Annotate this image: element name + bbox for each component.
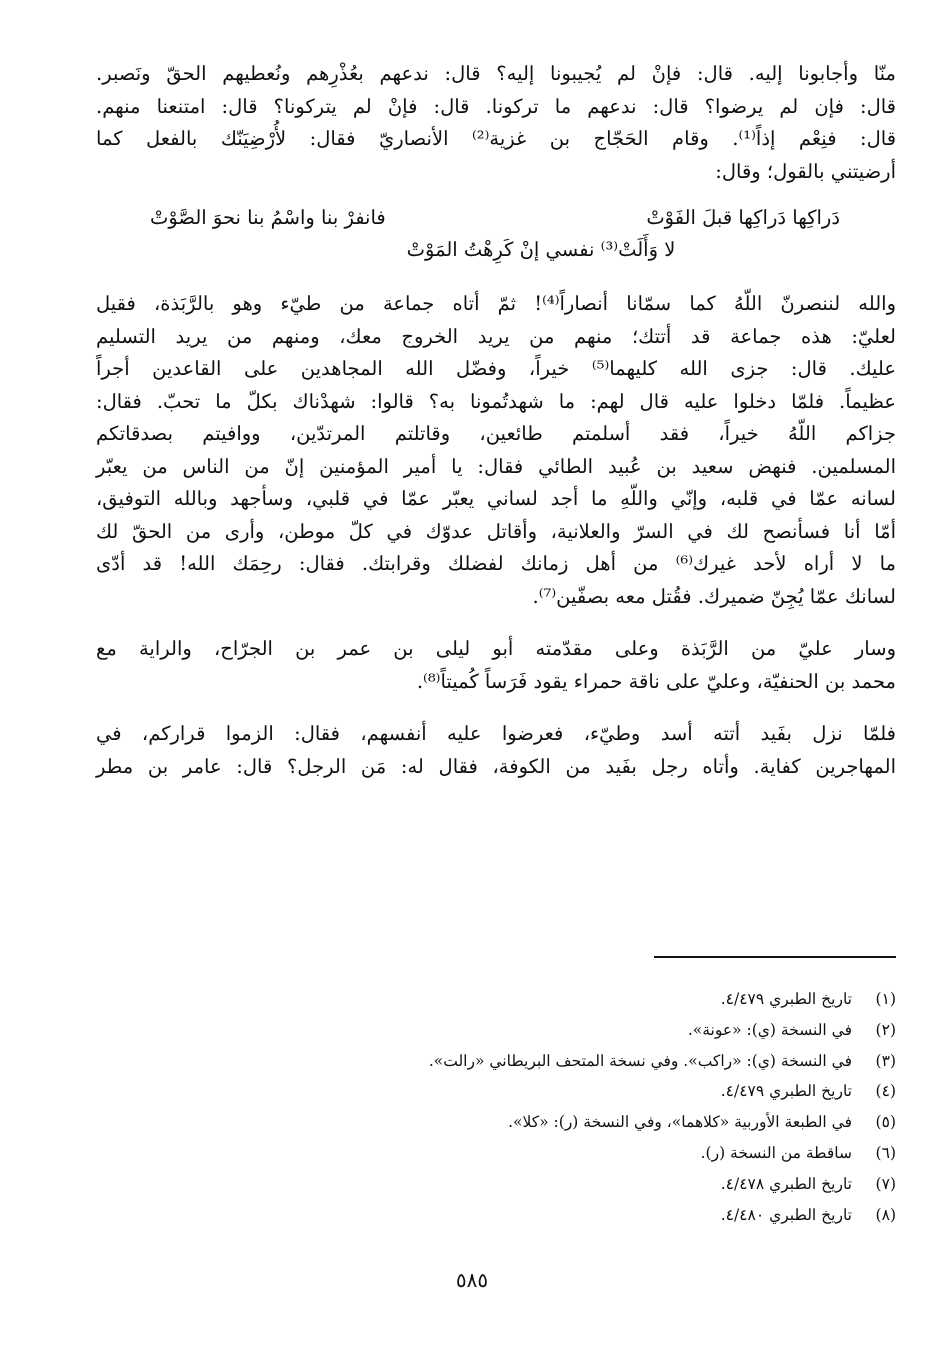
page-number: ٥٨٥ <box>455 1268 489 1292</box>
verse-hemistich-right: دَراكِها دَراكِها قبلَ الفَوْتْ <box>646 206 840 229</box>
paragraph-gap <box>96 613 896 633</box>
text-line: عليك. قال: جزى الله كليهما⁽⁵⁾ خيراً، وفضّل الله المجاهدين على القاعدين أجراً <box>96 357 896 380</box>
footnote-text: في الطبعة الأوربية «كلاهما»، وفي النسخة (ر): «كلا». <box>508 1113 852 1132</box>
footnote-text: تاريخ الطبري ٤/٤٧٨. <box>720 1174 852 1193</box>
footnote-number: (١) <box>875 990 896 1008</box>
main-text <box>96 58 896 783</box>
footnotes <box>300 984 896 1230</box>
text-line: وسار عليّ من الرَّبَذة وعلى مقدّمته أبو ليلى بن عمر بن الجرّاح، والراية مع <box>96 637 896 660</box>
footnote <box>300 1200 896 1231</box>
footnote-number: (٣) <box>875 1051 896 1070</box>
footnote <box>300 1169 896 1200</box>
text-line: أرضيتني بالقول؛ وقال: <box>715 159 896 183</box>
footnote-separator <box>654 956 896 958</box>
text-line: عظيماً. فلمّا دخلوا عليه قال لهم: ما شهدتُمونا به؟ قالوا: شهدْناك بكلّ ما تحبّ. فقال: <box>96 389 896 413</box>
text-line: المهاجرين كفاية. وأتاه رجل بفَيد من الكوفة، فقال له: مَن الرجل؟ قال: عامر بن مطر <box>96 754 896 778</box>
footnote-text: ساقطة من النسخة (ر). <box>700 1143 852 1162</box>
text-line: قال: فنِعْم إذاً⁽¹⁾. وقام الحَجّاج بن غزية⁽²⁾ الأنصاريّ فقال: لأُرْضِيَنّك بالفعل كما <box>96 127 897 150</box>
footnote-number: (٤) <box>875 1082 896 1101</box>
text-line: والله لننصرنّ اللّهُ كما سمّانا أنصاراً⁽⁴⁾! ثمّ أتاه جماعة من طيّء وهو بالرَّبَذة، فقيل <box>96 292 896 315</box>
footnote <box>300 1076 896 1107</box>
text-line: لسانك عمّا يُجِنّ ضميرك. فقُتل معه بصفّين⁽⁷⁾. <box>532 584 896 608</box>
footnote-text: تاريخ الطبري ٤/٤٧٩. <box>720 1082 852 1101</box>
footnote <box>300 1107 896 1138</box>
text-line: ما لا أراه لأحد غيرك⁽⁶⁾ من أهل زمانك لفضلك وقرابتك. فقال: رحِمَك الله! قد أدّى <box>96 552 897 575</box>
paragraph <box>96 718 896 783</box>
text-line: قال: فإن لم يرضوا؟ قال: ندعهم ما تركونا. قال: فإنْ لم يتركونا؟ قال: امتنعنا منهم. <box>96 94 896 118</box>
footnote <box>300 984 896 1015</box>
paragraph-gap <box>96 698 896 718</box>
footnote <box>300 1138 896 1169</box>
verse-line-1 <box>96 202 896 234</box>
verse-hemistich-left: فانفرْ بنا واسْمُ بنا نحوَ الصَّوْتْ <box>150 206 386 229</box>
footnote-text: في النسخة (ي): «راكب». وفي نسخة المتحف البريطاني «رالت». <box>428 1051 852 1070</box>
verse-line-2: لا وَأَلَتْ⁽³⁾ نفسي إنْ كَرِهْتُ المَوْتْ <box>406 238 676 261</box>
text-line: منّا وأجابونا إليه. قال: فإنْ لم يُجيبونا إليه؟ قال: ندعهم بعُذْرِهم ونُعطيهم الحقّ ونَصبر. <box>96 62 896 85</box>
text-line: المسلمين. فنهض سعيد بن عُبيد الطائي فقال: يا أمير المؤمنين إنّ من الناس من يعبّر <box>96 454 896 478</box>
text-line: لسانه عمّا في قلبه، وإنّي واللّهِ ما أجد لساني يعبّر عمّا في قلبي، وسأجهد وبالله التوفيق، <box>96 487 896 510</box>
paragraph <box>96 633 896 698</box>
footnote-text: في النسخة (ي): «عونة». <box>687 1020 852 1039</box>
footnote-number: (٧) <box>875 1174 896 1193</box>
footnote-number: (٦) <box>875 1143 896 1162</box>
text-line: أمّا أنا فسأنصح لك في السرّ والعلانية، وأقاتل عدوّك في كلّ موطن، وأرى من الحقّ لك <box>96 519 896 543</box>
footnote-number: (٨) <box>875 1205 896 1224</box>
paragraph <box>96 288 896 613</box>
footnote-text: تاريخ الطبري ٤/٤٧٩. <box>720 990 852 1008</box>
text-line: فلمّا نزل بفَيد أتته أسد وطيّء، فعرضوا عليه أنفسهم، فقال: الزموا قراركم، في <box>96 722 896 745</box>
footnote <box>300 1046 896 1077</box>
footnote-number: (٢) <box>875 1020 896 1039</box>
text-line: جزاكم اللّهُ خيراً، فقد أسلمتم طائعين، وقاتلتم المرتدّين، ووافيتم بصدقاتكم <box>96 422 896 445</box>
footnote-text: تاريخ الطبري ٤/٤٨٠. <box>720 1205 852 1224</box>
text-line: محمد بن الحنفيّة، وعليّ على ناقة حمراء يقود فَرَساً كُميتاً⁽⁸⁾. <box>416 669 896 693</box>
text-line: لعليّ: هذه جماعة قد أتتك؛ منهم من يريد الخروج معك، ومنهم من يريد التسليم <box>96 324 896 348</box>
paragraph <box>96 58 896 188</box>
poem-verse <box>96 202 896 266</box>
footnote-number: (٥) <box>875 1113 896 1132</box>
footnote <box>300 1015 896 1046</box>
